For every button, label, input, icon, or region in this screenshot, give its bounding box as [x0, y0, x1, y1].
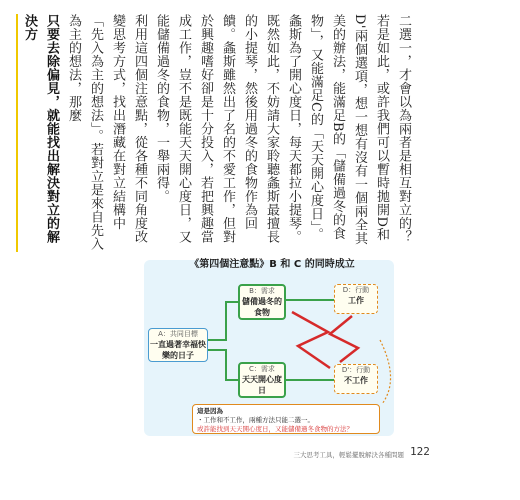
box-a-text: 一直過著幸福快樂的日子 — [150, 340, 206, 360]
action-box-d — [334, 284, 378, 314]
dotted-arc — [380, 340, 391, 404]
box-c-text: 天天開心度日 — [242, 375, 282, 395]
box-d-text: 工作 — [348, 296, 364, 305]
need-box-c — [238, 362, 286, 398]
reason-box — [192, 404, 380, 434]
arrow-a-c — [208, 350, 238, 380]
arrow-a-b — [208, 302, 238, 340]
paragraph: 二選一，才會以為兩者是相互對立的？若是如此，或許我們可以暫時拋開D和D'兩個選項，想一想有沒有一個兩全其美的辦法，能滿足B的「儲備過冬的食物」，又能滿足C的「天天開心度日」。 — [308, 14, 411, 245]
highlight-text: 只要去除偏見，就能找出解決對立的解決方 — [16, 14, 62, 252]
diagram-title: 《第四個注意點》B 和 C 的同時成立 — [189, 259, 355, 270]
page-number: 122 — [410, 445, 430, 458]
reason-heading: 這是因為 — [197, 407, 223, 415]
box-a-label: A：共同目標 — [158, 330, 198, 338]
need-box-b — [238, 284, 286, 320]
paragraph: 利用這四個注意點，從各種不同角度改變思考方式，找出潛藏在對立結構中「先入為主的想法」。若對立是來自先入為主的想法，那麼 — [66, 14, 147, 251]
box-c-label: C：需求 — [249, 365, 275, 373]
goal-box-a — [148, 328, 208, 362]
action-box-d-prime — [334, 364, 378, 394]
conflict-zigzag-2 — [330, 316, 358, 362]
box-b-label: B：需求 — [249, 287, 275, 295]
box-b-text: 儲備過冬的食物 — [242, 297, 282, 317]
box-d2-text: 不工作 — [344, 376, 368, 385]
running-footer: 三大思考工具，輕鬆擺脫解決各種問題 — [293, 451, 404, 459]
conflict-zigzag-1 — [292, 312, 330, 368]
reason-line: ・工作和不工作，兩種方法只能二選一。 — [197, 416, 314, 424]
box-d2-label: D'：行動 — [341, 366, 371, 374]
box-d-label: D：行動 — [342, 286, 370, 294]
paragraph: 螽斯為了開心度日，每天都拉小提琴。既然如此，不妨請大家聆聽螽斯最擅長的小提琴，然後用過冬的食物作為回饋。螽斯雖然出了名的不愛工作，但對於興趣嗜好卻是十分投入，若把興趣當成工作，豈不是既能天天開心度日，又能儲備過冬的食物，一舉兩得。 — [154, 14, 301, 244]
reason-question: 或許能找到天天開心度日，又能儲備過冬食物的方法？ — [197, 425, 353, 433]
